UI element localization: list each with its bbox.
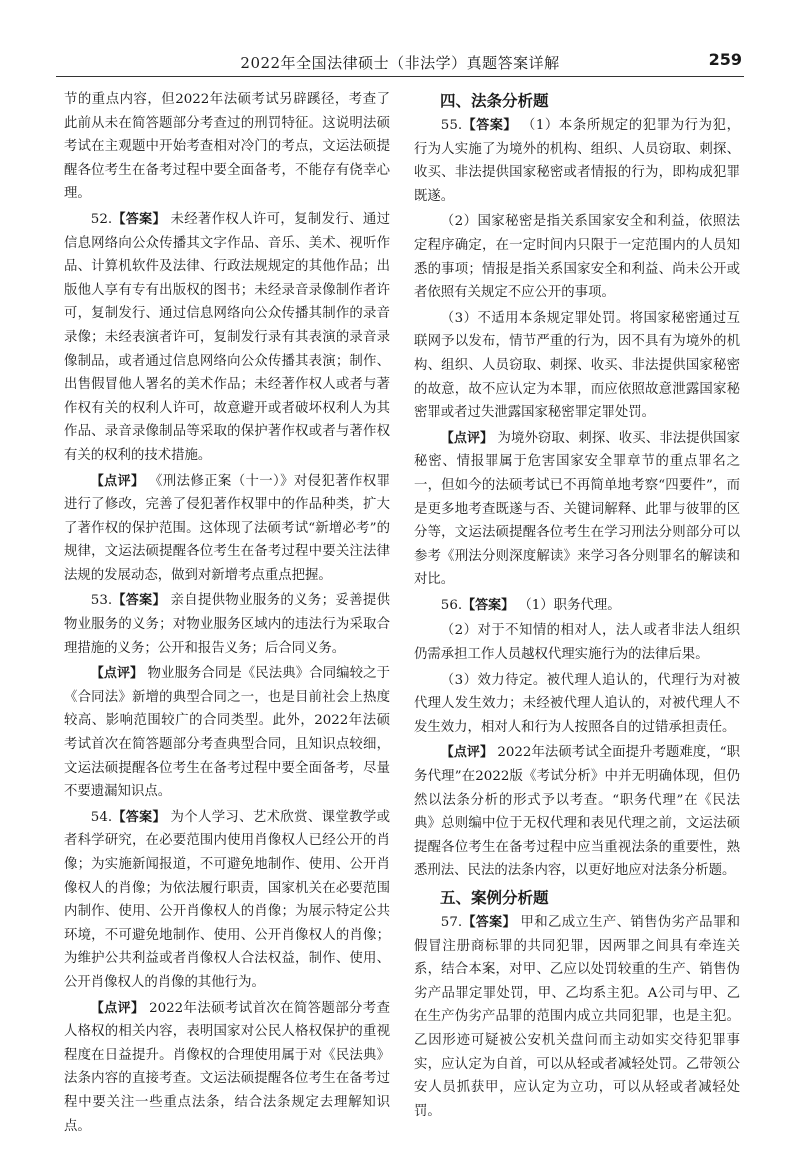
paragraph-continued: 节的重点内容，但2022年法硕考试另辟蹊径，考查了此前从未在简答题部分考查过的刑罚特征。这说明法硕考试在主观题中开始考查相对冷门的考点，文运法硕提醒各位考生在备考过程中要全面备考，不能存有侥幸心理。 xyxy=(64,92,390,202)
answer-55-part-2: （2）国家秘密是指关系国家安全和利益，依照法定程序确定，在一定时间内只限于一定范围内的人员知悉的事项；情报是指关系国家安全和利益、尚未公开或者依照有关规定不应公开的事项。 xyxy=(414,214,740,301)
answer-text: 甲和乙成立生产、销售伪劣产品罪和假冒注册商标罪的共同犯罪，因两罪之间具有牵连关系，结合本案，对甲、乙应以处罚较重的生产、销售伪劣产品罪定罪处罚，甲、乙均系主犯。A公司与甲、乙在生产伪劣产品罪的范围内成立共同犯罪，也是主犯。乙因形迹可疑被公安机关盘问而主动如实交待犯罪事实，应认定为自首，可以从轻或者减轻处罚。乙带领公安人员抓获甲，应认定为立功，可以从轻或者减轻处罚。 xyxy=(414,915,740,1119)
question-number: 54. xyxy=(90,809,113,825)
comment-text: 物业服务合同是《民法典》合同编较之于《合同法》新增的典型合同之一，也是目前社会上热度较高、影响范围较广的合同类型。此外，2022年法硕考试首次在简答题部分考查典型合同，且知识点较细，文运法硕提醒各位考生在备考过程中要全面备考，尽量不要遗漏知识点。 xyxy=(64,666,390,800)
answer-53 xyxy=(64,589,390,660)
comment-52 xyxy=(64,470,390,588)
running-title: 2022年全国法律硕士（非法学）真题答案详解 xyxy=(240,54,560,72)
answer-52 xyxy=(64,208,390,468)
section-heading-5: 五、案例分析题 xyxy=(440,889,549,907)
comment-tag: 【点评】 xyxy=(440,430,494,446)
answer-54 xyxy=(64,806,390,995)
question-number: 57. xyxy=(440,915,463,930)
right-column xyxy=(414,88,740,1125)
question-number: 53. xyxy=(90,593,113,609)
answer-text: （1）本条所规定的犯罪为行为犯，行为人实施了为境外的机构、组织、人员窃取、刺探、收买、非法提供国家秘密或者情报的行为，即构成犯罪既遂。 xyxy=(414,118,740,204)
comment-56 xyxy=(414,741,740,883)
question-number: 56. xyxy=(440,597,463,613)
answer-tag: 【答案】 xyxy=(112,593,166,609)
comment-text: 2022年法硕考试首次在简答题部分考查人格权的相关内容，表明国家对公民人格权保护的重视程度在日益提升。肖像权的合理使用属于对《民法典》法条内容的直接考查。文运法硕提醒各位考生在备考过程中要关注一些重点法条，结合法条规定去理解知识点。 xyxy=(64,1000,390,1134)
comment-tag: 【点评】 xyxy=(440,745,494,761)
answer-tag: 【答案】 xyxy=(112,211,166,227)
comment-53 xyxy=(64,662,390,804)
page-number: 259 xyxy=(708,50,742,69)
answer-55-part-3: （3）不适用本条规定罪处罚。将国家秘密通过互联网予以发布，情节严重的行为，因不具有为境外的机构、组织、人员窃取、刺探、收买、非法提供国家秘密的故意，故不应认定为本罪，而应依照故意泄露国家秘密罪或者过失泄露国家秘密罪定罪处罚。 xyxy=(414,310,740,421)
comment-tag: 【点评】 xyxy=(90,1000,145,1016)
answer-56 xyxy=(414,594,740,618)
answer-56-part-2: （2）对于不知情的相对人，法人或者非法人组织仍需承担工作人员越权代理实施行为的法律后果。 xyxy=(414,623,740,663)
running-header xyxy=(56,50,744,77)
section-heading-4: 四、法条分析题 xyxy=(440,92,549,110)
comment-tag: 【点评】 xyxy=(90,473,145,489)
comment-55 xyxy=(414,427,740,592)
question-number: 52. xyxy=(90,211,113,227)
answer-text: （1）职务代理。 xyxy=(518,597,621,613)
comment-tag: 【点评】 xyxy=(90,666,144,682)
comment-text: 2022年法硕考试全面提升考题难度，“职务代理”在2022版《考试分析》中并无明确体现，但仍然以法条分析的形式予以考查。“职务代理”在《民法典》总则编中位于无权代理和表见代理之前，文运法硕提醒各位考生在备考过程中应当重视法条的重要性，熟悉刑法、民法的法条内容，以更好地应对法条分析题。 xyxy=(414,745,740,879)
answer-56-part-3: （3）效力待定。被代理人追认的，代理行为对被代理人发生效力；未经被代理人追认的，对被代理人不发生效力，相对人和行为人按照各自的过错承担责任。 xyxy=(414,672,740,735)
answer-text: 亲自提供物业服务的义务；妥善提供物业服务的义务；对物业服务区域内的违法行为采取合理措施的义务；公开和报告义务；后合同义务。 xyxy=(64,593,390,656)
answer-text: 未经著作权人许可，复制发行、通过信息网络向公众传播其文字作品、音乐、美术、视听作品、计算机软件及法律、行政法规规定的其他作品；出版他人享有专有出版权的图书；未经录音录像制作者许可，复制发行、通过信息网络向公众传播其制作的录音录像；未经表演者许可，复制发行录有其表演的录音录像制品，或者通过信息网络向公众传播其表演；制作、出售假冒他人署名的美术作品；未经著作权人或者与著作权有关的权利人许可，故意避开或者破坏权利人为其作品、录音录像制品等采取的保护著作权或者与著作权有关的权利的技术措施。 xyxy=(64,211,390,463)
answer-55 xyxy=(414,114,740,208)
comment-text: 《刑法修正案（十一）》对侵犯著作权罪进行了修改，完善了侵犯著作权罪中的作品种类，扩大了著作权的保护范围。这体现了法硕考试“新增必考”的规律，文运法硕提醒各位考生在备考过程中要关注法律法规的发展动态，做到对新增考点重点把握。 xyxy=(64,473,390,583)
answer-tag: 【答案】 xyxy=(462,597,515,613)
answer-tag: 【答案】 xyxy=(462,915,516,930)
answer-57 xyxy=(414,911,740,1123)
answer-tag: 【答案】 xyxy=(112,809,166,825)
question-number: 55. xyxy=(440,118,463,133)
comment-text: 为境外窃取、刺探、收买、非法提供国家秘密、情报罪属于危害国家安全罪章节的重点罪名之一，但如今的法硕考试已不再简单地考察“四要件”，而是更多地考查既遂与否、关键词解释、此罪与彼罪的区分等，文运法硕提醒各位考生在学习刑法分则部分可以参考《刑法分则深度解读》来学习各分则罪名的解读和对比。 xyxy=(414,430,740,588)
answer-tag: 【答案】 xyxy=(462,118,518,133)
answer-text: 为个人学习、艺术欣赏、课堂教学或者科学研究，在必要范围内使用肖像权人已经公开的肖像；为实施新闻报道，不可避免地制作、使用、公开肖像权人的肖像；为依法履行职责，国家机关在必要范围内制作、使用、公开肖像权人的肖像；为展示特定公共环境，不可避免地制作、使用、公开肖像权人的肖像；为维护公共利益或者肖像权人合法权益，制作、使用、公开肖像权人的肖像的其他行为。 xyxy=(64,809,390,990)
left-column xyxy=(64,88,390,1140)
comment-54 xyxy=(64,997,390,1139)
